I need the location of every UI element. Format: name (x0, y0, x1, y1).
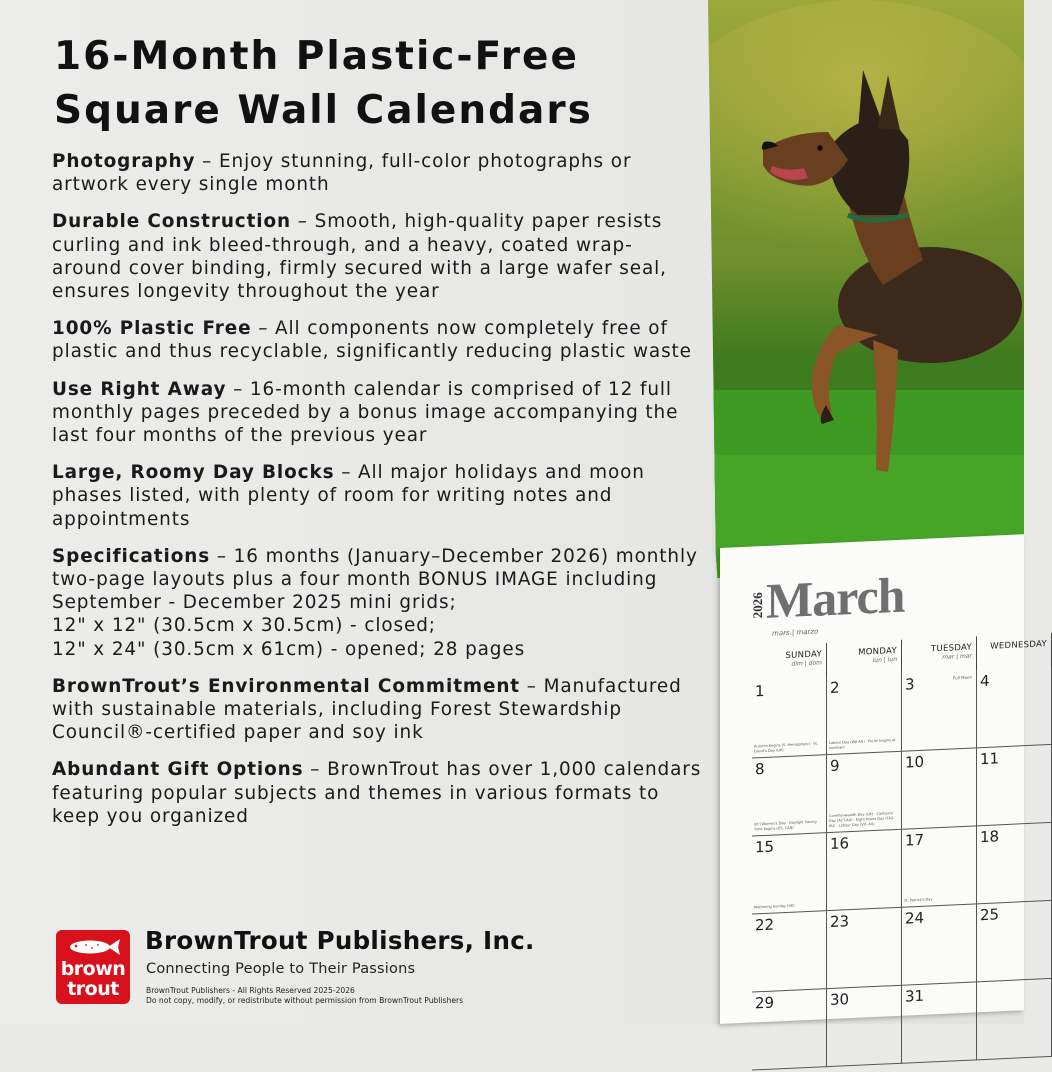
day-cell (752, 989, 827, 1070)
day-header (902, 636, 977, 673)
day-cell (977, 667, 1052, 748)
calendar-grid (752, 633, 1052, 1047)
day-cell (827, 986, 902, 1067)
feature-text: – BrownTrout has over 1,000 calendars featuring popular subjects and themes in various formats to keep you organized (52, 759, 702, 827)
title-line-1: 16-Month Plastic-Free (54, 34, 579, 79)
day-number: 29 (755, 993, 775, 1013)
day-number: 1 (755, 681, 765, 701)
feature-text: – Enjoy stunning, full-color photographs or artwork every single month (52, 151, 632, 196)
dog-photo-illustration (708, 0, 1024, 578)
day-cell (827, 752, 902, 833)
feature-text: – All major holidays and moon phases listed, with plenty of room for writing notes and appointments (52, 462, 645, 530)
day-cell (752, 911, 827, 992)
day-header (977, 633, 1052, 670)
holiday-note: St. Patrick's Day (904, 897, 933, 903)
browntrout-logo (56, 930, 130, 1004)
day-number: 15 (755, 837, 775, 857)
day-name: WEDNESDAY (990, 639, 1047, 652)
feature-item (52, 675, 702, 745)
holiday-note: Mothering Sunday (UK) (754, 903, 795, 910)
day-cell (827, 908, 902, 989)
day-number: 16 (830, 834, 850, 854)
day-number: 8 (755, 759, 765, 779)
holiday-note: Commonwealth Day (UK) · Canberra Day (ACT-AU) · Eight Hours Day (TAS-AU) · Labour Day (VIC-AU) (829, 811, 895, 829)
calendar-photo (708, 0, 1024, 578)
day-cell (977, 745, 1052, 826)
feature-heading: Use Right Away (52, 378, 227, 400)
day-sub: mar | mar (942, 652, 972, 661)
day-cell (902, 748, 977, 829)
feature-heading: Durable Construction (52, 211, 292, 233)
day-number: 24 (905, 908, 925, 928)
publisher-legal (146, 986, 546, 1006)
day-header (827, 640, 902, 677)
title-line-2: Square Wall Calendars (54, 88, 593, 133)
day-cell (827, 830, 902, 911)
legal-line-2: Do not copy, modify, or redistribute without permission from BrownTrout Publishers (146, 996, 464, 1005)
feature-item (52, 317, 702, 363)
day-cell (752, 677, 827, 758)
day-cell (902, 826, 977, 907)
day-number: 9 (830, 756, 840, 776)
feature-text: – Smooth, high-quality paper resists curling and ink bleed-through, and a heavy, coated wrap-around cover binding, firmly secured with a large wafer seal, ensures longevity throughout the year (52, 211, 667, 303)
day-name: TUESDAY (930, 642, 972, 655)
day-cell (902, 670, 977, 751)
trout-fish-icon (64, 936, 122, 958)
feature-heading: BrownTrout’s Environmental Commitment (52, 675, 521, 697)
calendar-year: 2026 (750, 591, 765, 619)
feature-item (52, 378, 702, 448)
feature-item (52, 545, 702, 615)
feature-continuation (52, 614, 702, 637)
holiday-note: Int'l Women's Day · Daylight Saving Time begins (US, CAN) (754, 819, 817, 832)
feature-text: 12" x 24" (30.5cm x 61cm) - opened; 28 pages (52, 638, 526, 660)
day-number: 11 (980, 749, 1000, 769)
feature-heading: Specifications (52, 545, 211, 567)
day-name: MONDAY (858, 645, 897, 658)
day-header (752, 643, 827, 680)
feature-text: 12" x 12" (30.5cm x 30.5cm) - closed; (52, 615, 436, 637)
holiday-note: Labour Day (WA-AU) · Purim begins at sundown (829, 738, 896, 751)
feature-text: – Manufactured with sustainable materials, including Forest Stewardship Council®-certified paper and soy ink (52, 675, 682, 744)
feature-list (52, 150, 702, 842)
day-number: 17 (905, 830, 925, 850)
holiday-note: Autumn begins (S. Hemisphere) · St. David's Day (UK) (754, 741, 818, 754)
feature-text: – 16 months (January–December 2026) monthly two-page layouts plus a four month BONUS IMAGE including September - December 2025 mini grids; (52, 545, 698, 614)
day-cell (752, 755, 827, 836)
day-number: 30 (830, 990, 850, 1010)
feature-text: – All components now completely free of plastic and thus recyclable, significantly reducing plastic waste (52, 318, 692, 363)
logo-text-brown: brown (60, 958, 126, 980)
feature-heading: 100% Plastic Free (52, 318, 252, 340)
feature-item (52, 210, 702, 303)
logo-text-trout: trout (67, 978, 119, 1000)
day-cell (977, 979, 1052, 1060)
day-cell (902, 904, 977, 985)
page-title (54, 30, 704, 138)
feature-text: – 16-month calendar is comprised of 12 full monthly pages preceded by a bonus image accompanying the last four months of the previous year (52, 378, 679, 447)
day-cell (827, 674, 902, 755)
calendar-page (720, 534, 1047, 1024)
calendar-month: March (766, 566, 905, 629)
day-sub: lun | lun (872, 655, 897, 665)
feature-item (52, 461, 702, 531)
day-number: 4 (980, 671, 990, 691)
feature-item (52, 150, 702, 196)
day-name: SUNDAY (785, 649, 822, 662)
publisher-name: BrownTrout Publishers, Inc. (145, 926, 535, 955)
feature-heading: Photography (52, 151, 196, 172)
day-sub: dim | dom (791, 659, 822, 668)
feature-heading: Abundant Gift Options (52, 759, 304, 781)
day-number: 31 (905, 986, 925, 1006)
publisher-tagline: Connecting People to Their Passions (146, 961, 416, 977)
legal-line-1: BrownTrout Publishers - All Rights Reserved 2025-2026 (146, 986, 355, 995)
moon-phase-note: Full Moon (953, 674, 972, 681)
day-number: 2 (830, 678, 840, 698)
calendar-month-sub: mars | marzo (772, 627, 819, 638)
day-cell (977, 901, 1052, 982)
day-cell (977, 823, 1052, 904)
day-number: 3 (905, 675, 915, 694)
feature-continuation (52, 638, 702, 661)
day-number: 23 (830, 912, 850, 932)
day-number: 18 (980, 827, 1000, 847)
day-number: 10 (905, 752, 925, 772)
feature-heading: Large, Roomy Day Blocks (52, 462, 335, 484)
day-cell (902, 982, 977, 1063)
day-cell (752, 833, 827, 914)
day-number: 22 (755, 915, 775, 935)
feature-item (52, 758, 702, 828)
day-number: 25 (980, 905, 1000, 925)
